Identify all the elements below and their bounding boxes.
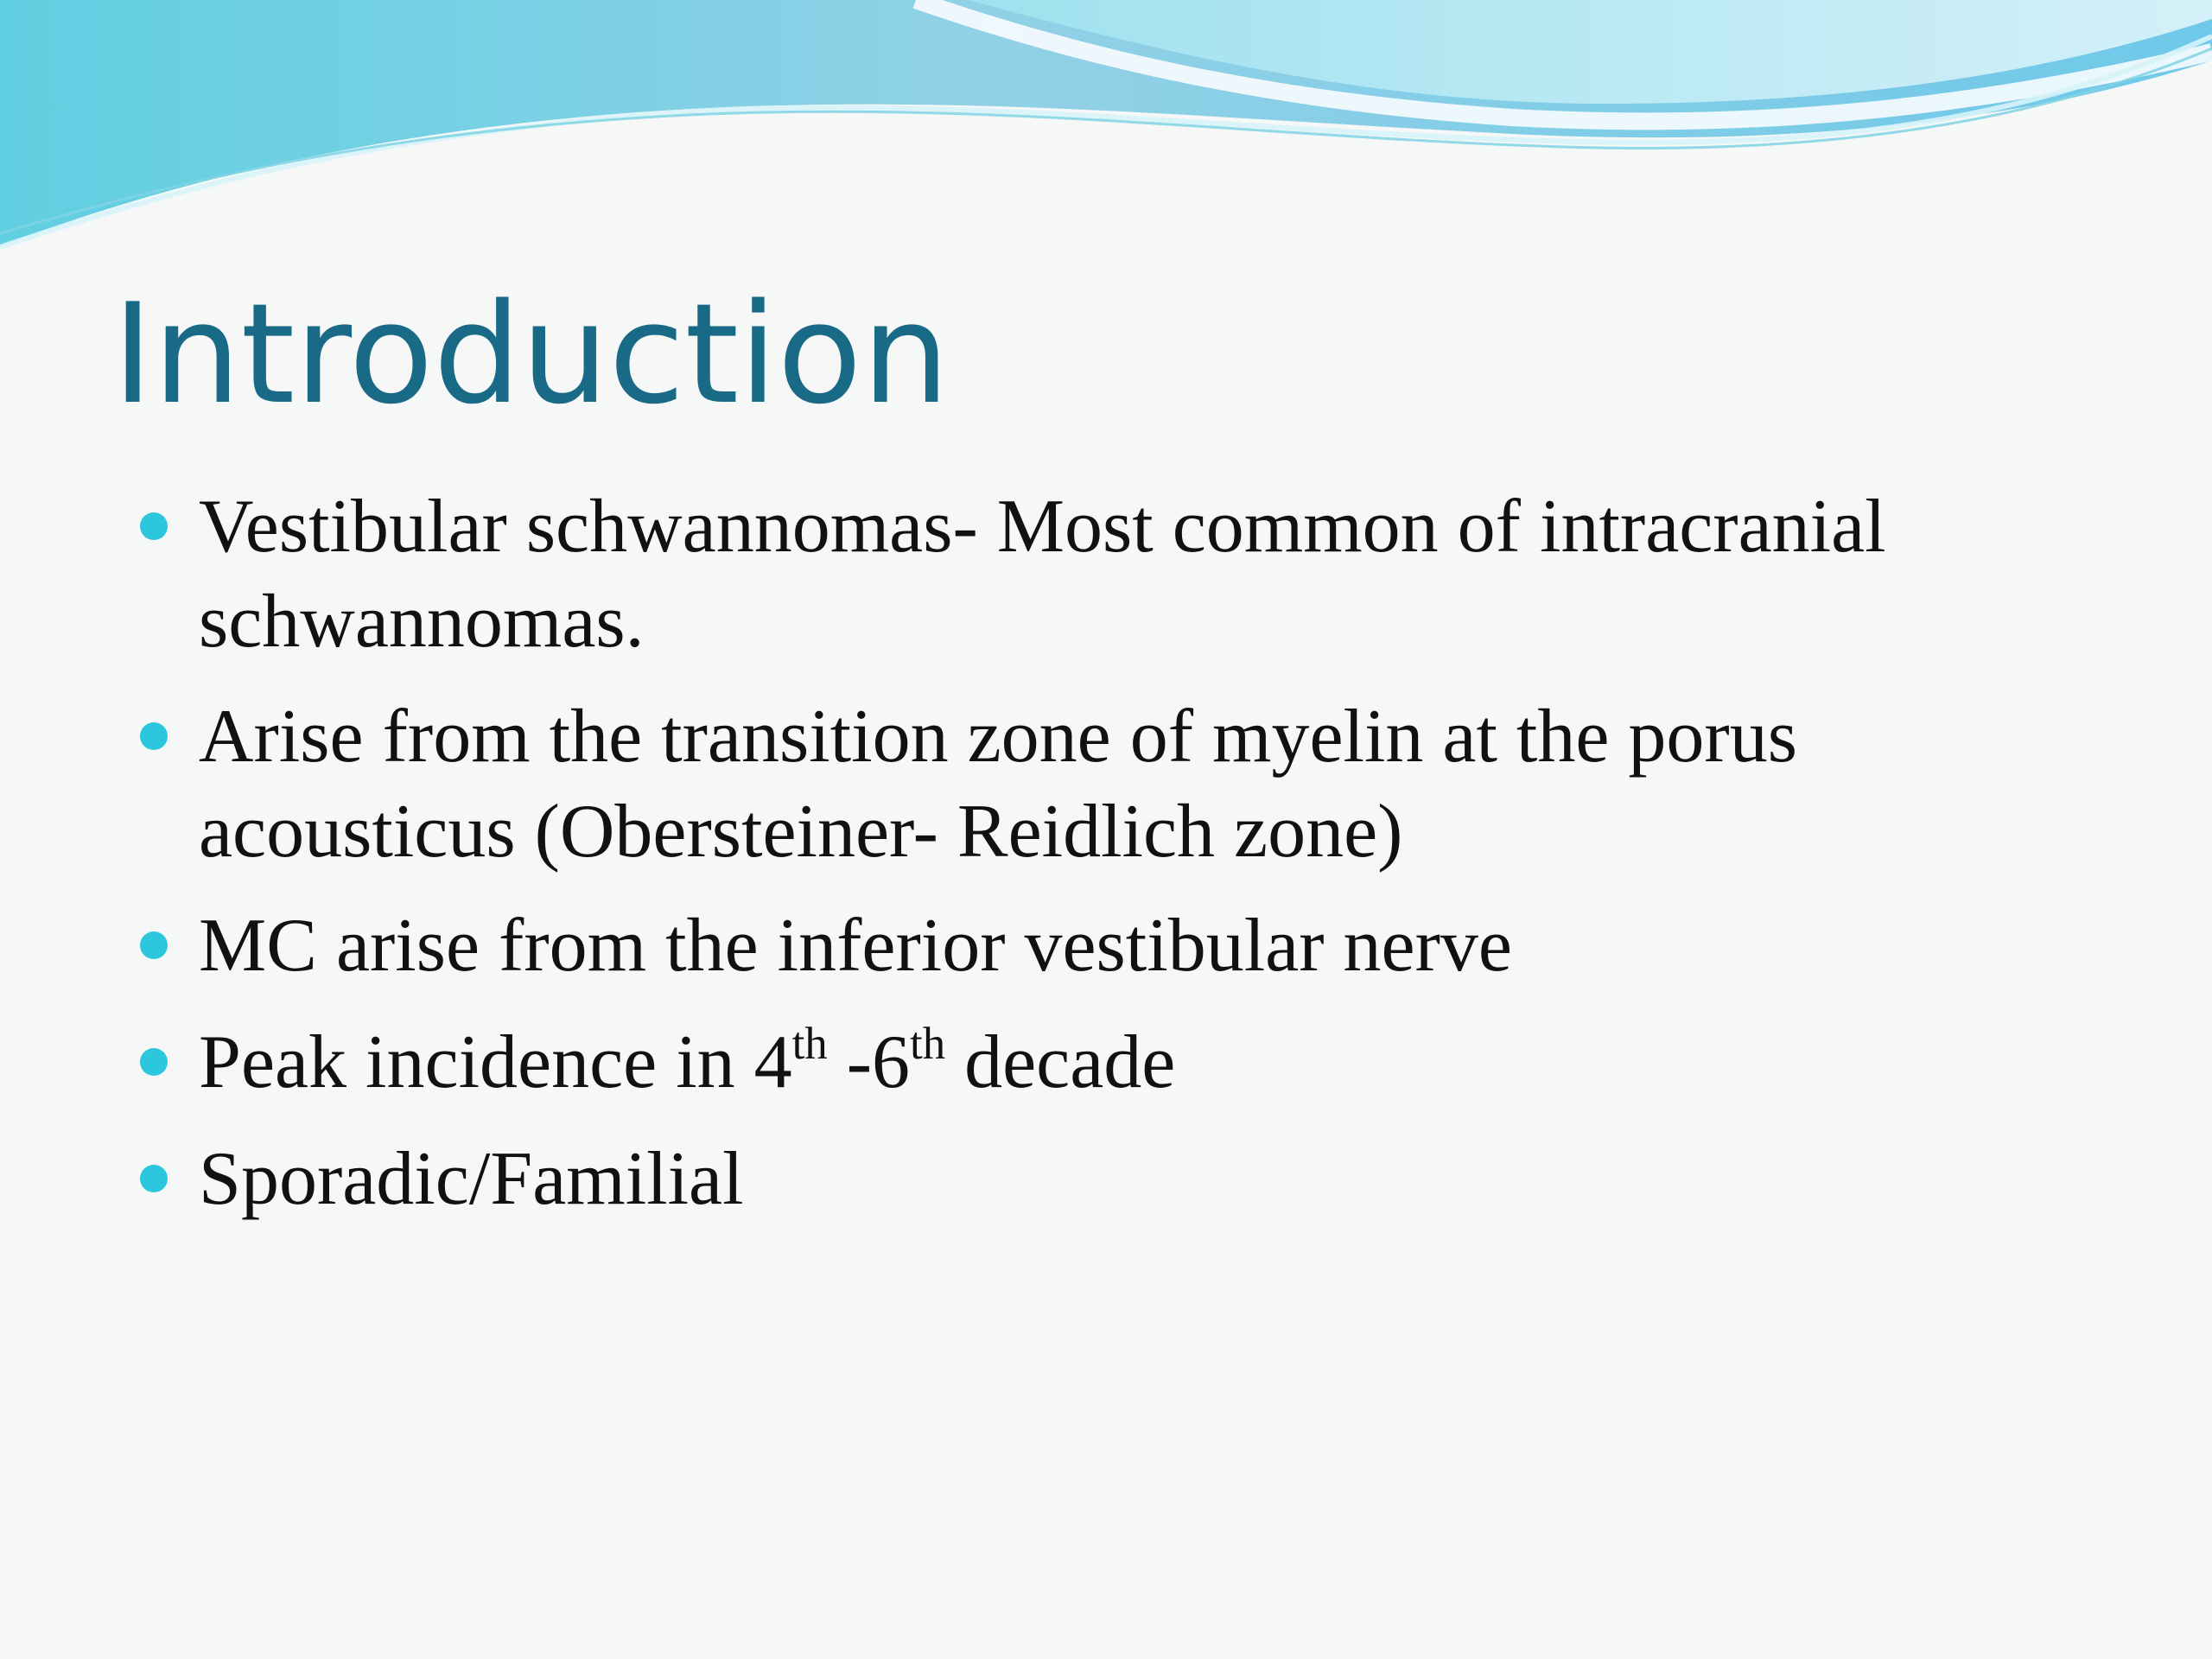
bullet-text: MC arise from the inferior vestibular nerve (199, 904, 1512, 988)
bullet-dot-icon (140, 512, 168, 540)
bullet-dot-icon (140, 1165, 168, 1192)
bullet-item (199, 1132, 2100, 1227)
bullet-dot-icon (140, 1048, 168, 1076)
bullet-text: Sporadic/Familial (199, 1137, 744, 1221)
incidence-middle: -6 (827, 1020, 911, 1104)
incidence-prefix: Peak incidence in 4 (199, 1020, 792, 1104)
bullet-text (199, 1015, 2100, 1110)
bullet-dot-icon (140, 722, 168, 750)
ordinal-suffix: th (910, 1019, 946, 1070)
bullet-item (199, 1015, 2100, 1110)
bullet-text: Vestibular schwannomas- Most common of intracranial schwannomas. (199, 485, 1886, 664)
bullet-dot-icon (140, 931, 168, 959)
incidence-suffix: decade (945, 1020, 1176, 1104)
decorative-wave-header (0, 0, 2212, 259)
bullet-item (199, 899, 2100, 994)
page-title: Introduction (112, 273, 950, 435)
ordinal-suffix: th (791, 1019, 828, 1070)
bullet-item (199, 480, 2100, 670)
bullet-text: Arise from the transition zone of myelin at the porus acousticus (Obersteiner- Reidlich zone) (199, 695, 1797, 874)
bullet-item (199, 690, 2100, 880)
